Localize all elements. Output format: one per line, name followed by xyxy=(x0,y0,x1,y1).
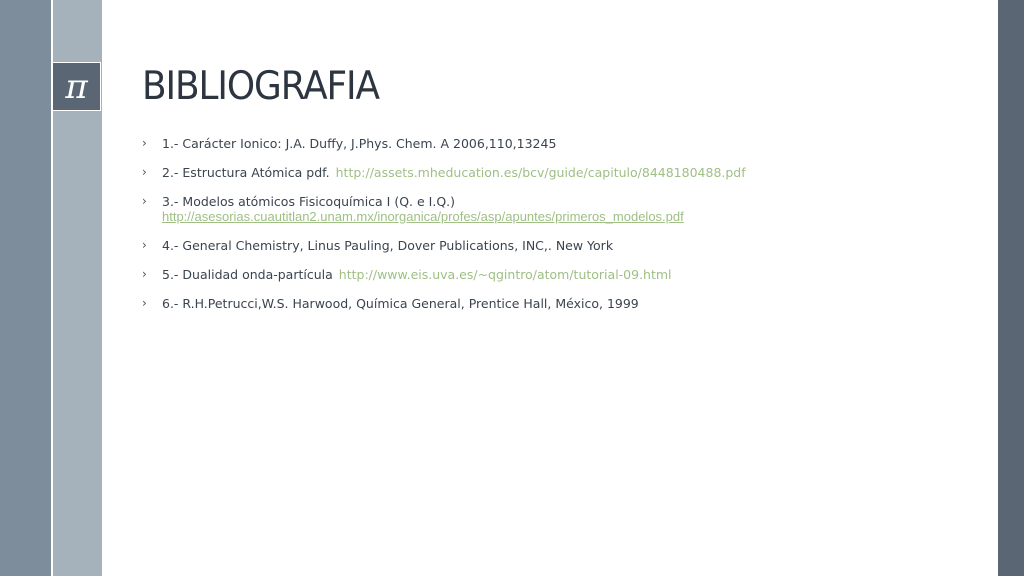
item-text: 2.- Estructura Atómica pdf. xyxy=(162,165,330,180)
reference-link[interactable]: http://asesorias.cuautitlan2.unam.mx/inorganica/profes/asp/apuntes/primeros_modelos.pdf xyxy=(162,209,684,224)
list-item-2 xyxy=(142,165,982,180)
reference-link[interactable]: http://www.eis.uva.es/~qgintro/atom/tutorial-09.html xyxy=(338,267,672,282)
slide-title: BIBLIOGRAFIA xyxy=(142,64,379,109)
item-text: 1.- Carácter Ionico: J.A. Duffy, J.Phys. Chem. A 2006,110,13245 xyxy=(162,136,557,151)
item-text: 6.- R.H.Petrucci,W.S. Harwood, Química General, Prentice Hall, México, 1999 xyxy=(162,296,639,311)
item-text: 4.- General Chemistry, Linus Pauling, Dover Publications, INC,. New York xyxy=(162,238,614,253)
right-dark-band xyxy=(998,0,1024,576)
item-text: 3.- Modelos atómicos Fisicoquímica I (Q. e I.Q.) xyxy=(162,194,456,209)
list-item-5 xyxy=(142,267,982,282)
bullet-icon: › xyxy=(142,238,147,252)
item-text: 5.- Dualidad onda-partícula xyxy=(162,267,333,282)
list-item-6 xyxy=(142,296,982,311)
bibliography-list xyxy=(142,136,982,325)
left-dark-band xyxy=(0,0,51,576)
list-item-1 xyxy=(142,136,982,151)
list-item-4 xyxy=(142,238,982,253)
pi-logo-icon xyxy=(52,62,101,111)
list-item-3 xyxy=(142,194,982,224)
pi-symbol: π xyxy=(65,66,88,107)
bullet-icon: › xyxy=(142,296,147,310)
bullet-icon: › xyxy=(142,194,147,208)
bullet-icon: › xyxy=(142,136,147,150)
reference-link[interactable]: http://assets.mheducation.es/bcv/guide/capitulo/8448180488.pdf xyxy=(335,165,746,180)
bullet-icon: › xyxy=(142,165,147,179)
bullet-icon: › xyxy=(142,267,147,281)
